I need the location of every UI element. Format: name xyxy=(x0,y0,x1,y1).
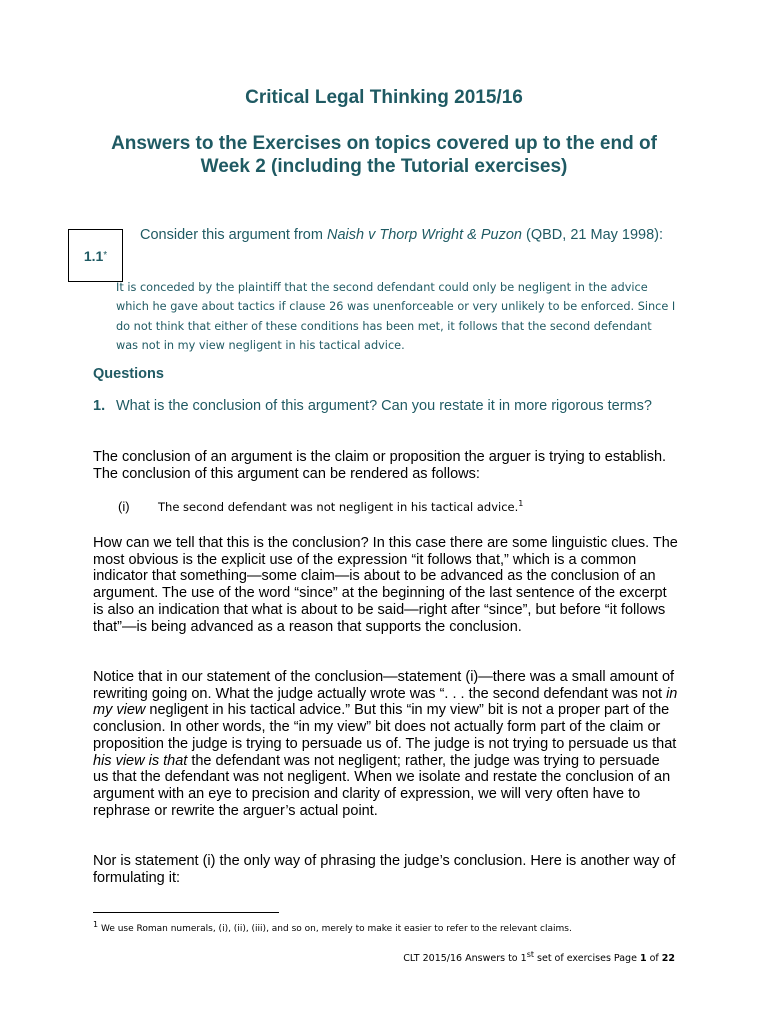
p3-part-a: Notice that in our statement of the conclusion—statement (i)—there was a small amount of rewriting going on. What the judge actually wrote was “. . . the second defendant was not xyxy=(93,669,675,702)
footer-mid: set of exercises Page xyxy=(534,953,640,965)
page-total: 22 xyxy=(661,953,675,965)
paragraph-2: How can we tell that this is the conclusion? In this case there are some linguistic clues. The most obvious is the explicit use of the expression “it follows that,” which is a common indicator that something—some claim—is about to be advanced as the conclusion of an argument. The use of the word “since” at the beginning of the last sentence of the excerpt is also an indication that what is about to be said—right after “since”, but before “it follows that”—is being advanced as a reason that supports the conclusion. xyxy=(93,535,678,635)
p3-part-c: negligent in his tactical advice.” But this “in my view” bit is not a proper part of the conclusion. In other words, the “in my view” bit does not actually form part of the claim or proposition the judge is trying to persuade us of. The judge is not trying to persuade us that xyxy=(93,702,677,752)
intro-post: (QBD, 21 May 1998): xyxy=(522,227,664,243)
questions-heading: Questions xyxy=(93,366,164,382)
statement-label: (i) xyxy=(118,499,130,514)
footnote-ref: 1 xyxy=(518,499,524,509)
question-1 xyxy=(93,398,673,415)
document-title: Critical Legal Thinking 2015/16 xyxy=(245,87,523,108)
page-footer xyxy=(403,950,675,964)
statement-i xyxy=(118,499,678,514)
page-number: 1 xyxy=(639,953,647,965)
statement-text: The second defendant was not negligent in his tactical advice. xyxy=(158,500,519,514)
case-name: Naish v Thorp Wright & Puzon xyxy=(326,227,522,243)
question-1-text: What is the conclusion of this argument? Can you restate it in more rigorous terms? xyxy=(116,398,652,414)
intro-pre: Consider this argument from xyxy=(140,227,327,243)
footnote-divider xyxy=(93,912,279,913)
argument-quote: It is conceded by the plaintiff that the second defendant could only be negligent in the advice which he gave about tactics if clause 26 was unenforceable or very unlikely to be enforced. Since I do not think that either of these conditions has been met, it follows that the second defendant was not in my view negligent in his tactical advice. xyxy=(116,281,676,352)
p3-emphasis-1: in my view xyxy=(93,685,678,719)
paragraph-1: The conclusion of an argument is the claim or proposition the arguer is trying to establish. The conclusion of this argument can be rendered as follows: xyxy=(93,449,667,482)
document-subtitle: Answers to the Exercises on topics covered up to the end of Week 2 (including the Tutorial exercises) xyxy=(111,133,657,177)
question-1-number: 1. xyxy=(93,398,106,414)
exercise-marker: * xyxy=(103,250,108,261)
p3-part-e: the defendant was not negligent; rather, the judge was trying to persuade us that the defendant was not negligent. When we isolate and restate the conclusion of an argument with an eye to precision and clarity of expression, we will very often have to rephrase or rewrite the arguer’s actual point. xyxy=(93,752,671,819)
footnote-number: 1 xyxy=(93,920,99,929)
footnote-text: We use Roman numerals, (i), (ii), (iii), and so on, merely to make it easier to refer to the relevant claims. xyxy=(98,924,572,934)
paragraph-4: Nor is statement (i) the only way of phrasing the judge’s conclusion. Here is another way of formulating it: xyxy=(93,853,676,886)
footer-sup: st xyxy=(526,950,534,959)
exercise-intro xyxy=(140,227,670,244)
footnote xyxy=(93,920,693,934)
footer-pre: CLT 2015/16 Answers to 1 xyxy=(403,953,527,965)
p3-emphasis-2: his view is that xyxy=(93,752,188,769)
footer-of: of xyxy=(646,953,662,965)
exercise-number-box xyxy=(68,229,123,282)
exercise-number: 1.1 xyxy=(83,247,104,264)
paragraph-3 xyxy=(93,669,678,819)
